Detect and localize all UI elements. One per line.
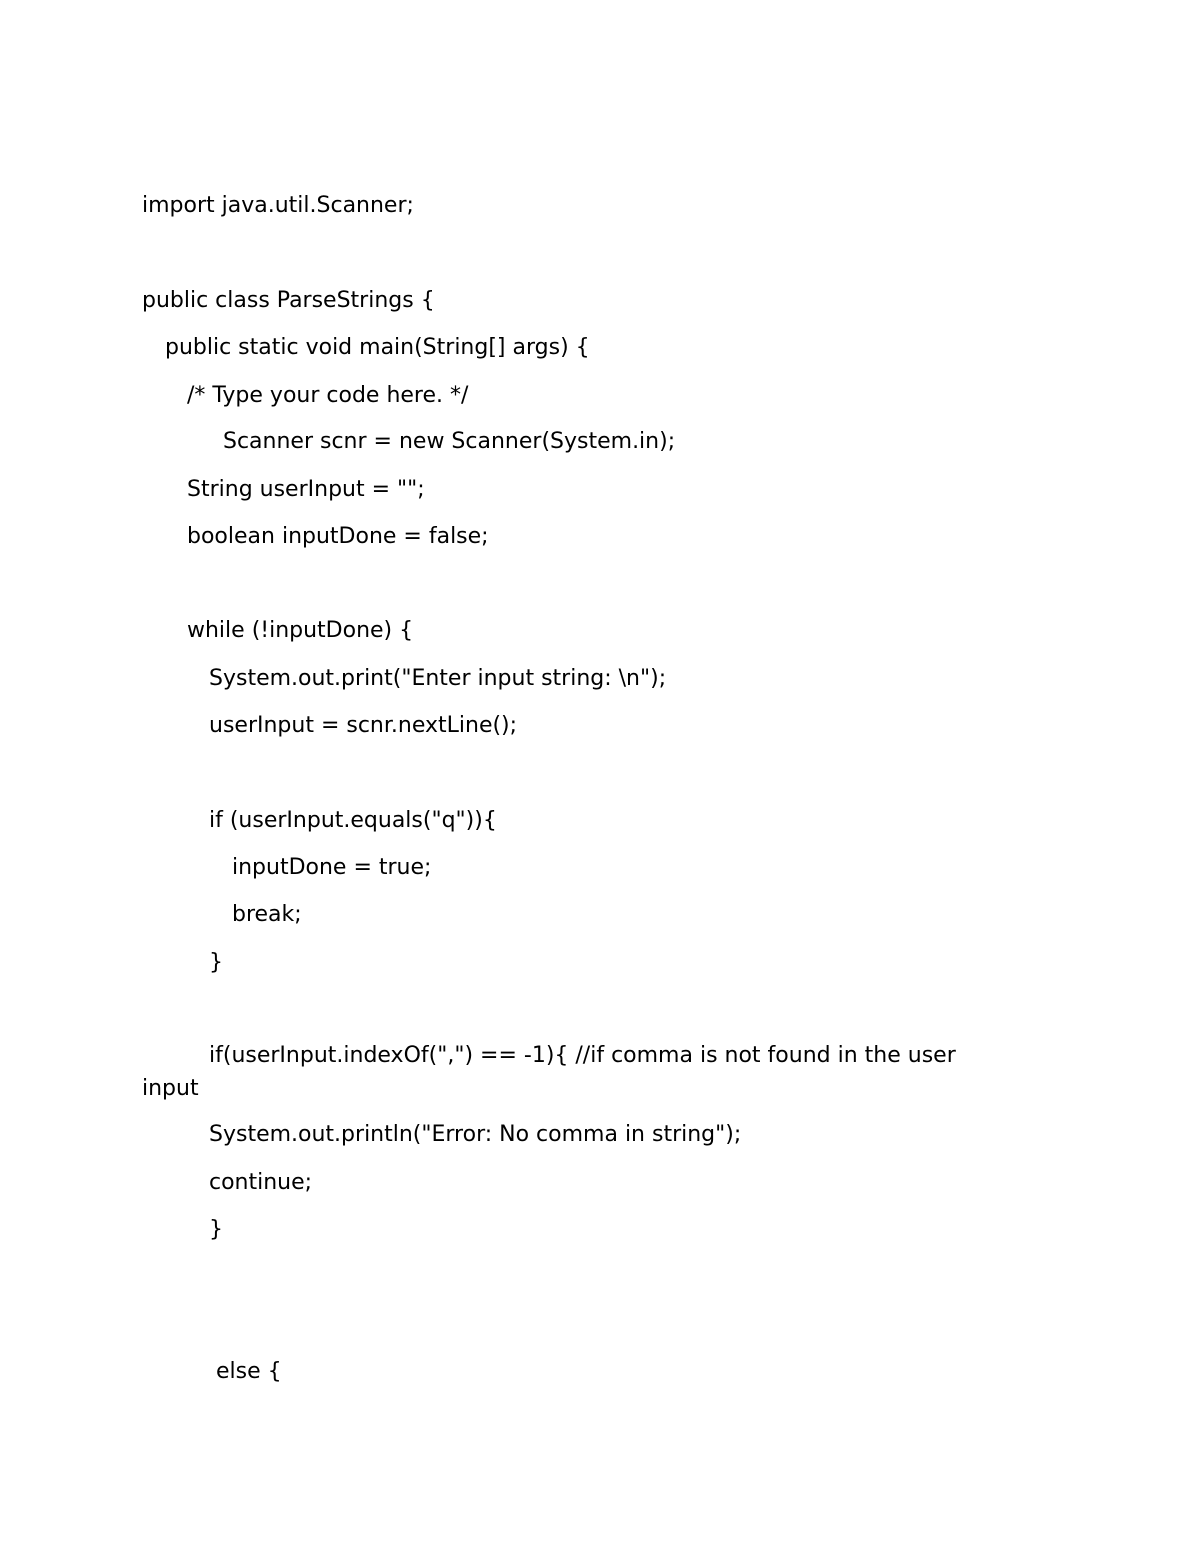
code-line-continue: continue;: [209, 1170, 313, 1195]
code-line-error-message: System.out.println("Error: No comma in string");: [209, 1122, 742, 1147]
code-line-main-method: public static void main(String[] args) {: [165, 335, 590, 360]
code-line-if-quit: if (userInput.equals("q")){: [209, 808, 497, 833]
code-line-close-if-comma: }: [209, 1217, 223, 1242]
code-line-wrap-input: input: [142, 1076, 199, 1101]
code-line-else: else {: [216, 1359, 282, 1384]
code-line-break: break;: [232, 902, 302, 927]
code-line-comment: /* Type your code here. */: [187, 383, 469, 408]
code-line-class-declaration: public class ParseStrings {: [142, 288, 435, 313]
code-line-scanner: Scanner scnr = new Scanner(System.in);: [223, 429, 676, 454]
code-line-read-line: userInput = scnr.nextLine();: [209, 713, 518, 738]
code-line-import: import java.util.Scanner;: [142, 193, 414, 218]
code-line-while: while (!inputDone) {: [187, 618, 414, 643]
code-line-close-if: }: [209, 950, 223, 975]
code-line-user-input: String userInput = "";: [187, 477, 425, 502]
code-line-print-prompt: System.out.print("Enter input string: \n");: [209, 666, 667, 691]
code-line-input-done: boolean inputDone = false;: [187, 524, 489, 549]
code-line-if-comma: if(userInput.indexOf(",") == -1){ //if comma is not found in the user: [209, 1043, 956, 1068]
code-line-set-done: inputDone = true;: [232, 855, 432, 880]
